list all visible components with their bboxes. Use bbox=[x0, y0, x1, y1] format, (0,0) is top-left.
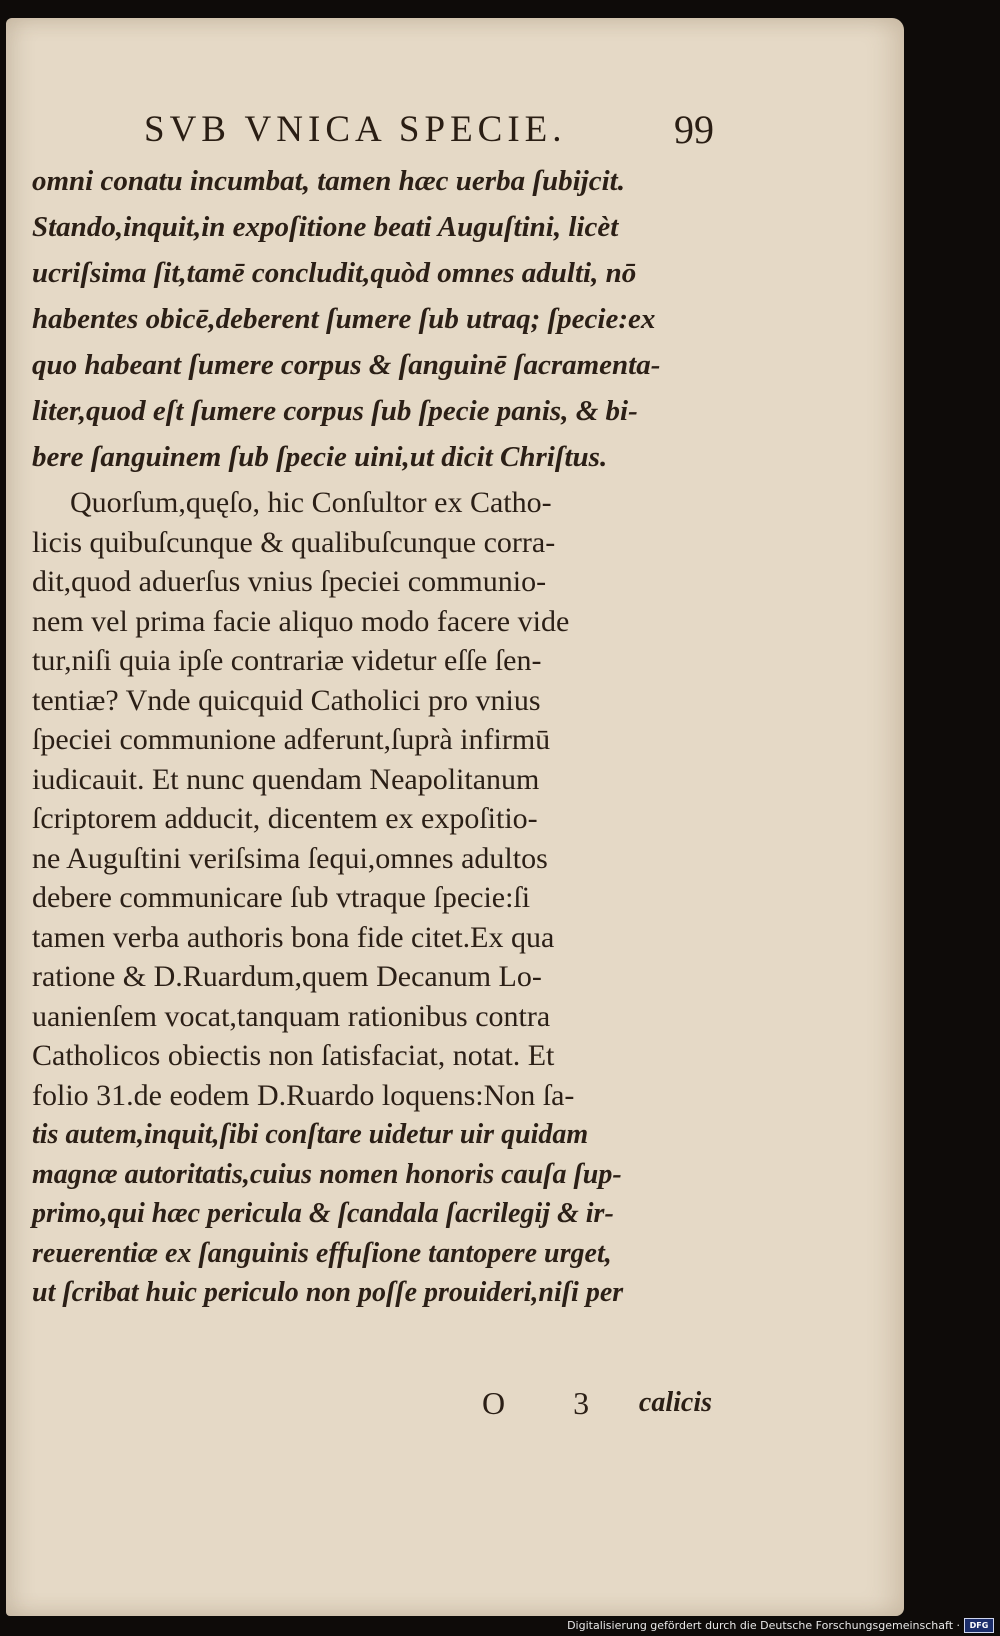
text-line: ne Auguſtini veriſsima ſequi,omnes adultos bbox=[32, 841, 548, 875]
page-number: 99 bbox=[674, 107, 714, 152]
text-line: Stando,inquit,in expoſitione beati Auguſtini, licèt bbox=[32, 211, 619, 243]
text-line: ucriſsima ſit,tamē concludit,quòd omnes adulti, nō bbox=[32, 257, 637, 289]
text-line: ratione & D.Ruardum,quem Decanum Lo- bbox=[32, 960, 542, 993]
running-head bbox=[144, 100, 714, 160]
text-line: primo,qui hæc pericula & ſcandala ſacrilegij & ir- bbox=[32, 1198, 614, 1229]
signature-line bbox=[32, 1380, 712, 1426]
text-line: tur,niſi quia ipſe contrariæ videtur eſſe ſen- bbox=[32, 644, 542, 677]
text-line: ſpeciei communione adferunt,ſuprà infirmū bbox=[32, 723, 551, 756]
text-line: debere communicare ſub vtraque ſpecie:ſi bbox=[32, 881, 531, 914]
text-line: liter,quod eſt ſumere corpus ſub ſpecie panis, & bi- bbox=[32, 395, 638, 427]
text-line: quo habeant ſumere corpus & ſanguinē ſacramenta- bbox=[32, 349, 661, 381]
text-line: reuerentiæ ex ſanguinis effuſione tantopere urget, bbox=[32, 1237, 612, 1269]
book-page bbox=[6, 18, 904, 1616]
text-line: bere ſanguinem ſub ſpecie uini,ut dicit Chriſtus. bbox=[32, 441, 608, 473]
running-title: SVB VNICA SPECIE. bbox=[144, 109, 567, 150]
text-line: nem vel prima facie aliquo modo facere vide bbox=[32, 604, 570, 638]
text-line: iudicauit. Et nunc quendam Neapolitanum bbox=[32, 762, 540, 796]
text-line: tamen verba authoris bona fide citet.Ex qua bbox=[32, 920, 555, 954]
text-line: dit,quod aduerſus vnius ſpeciei communio- bbox=[32, 565, 547, 598]
text-line: uanienſem vocat,tanquam rationibus contra bbox=[32, 999, 551, 1033]
text-line: Quorſum,quęſo, hic Conſultor ex Catho- bbox=[70, 486, 552, 519]
text-line: ſcriptorem adducit, dicentem ex expoſitio- bbox=[32, 802, 538, 835]
text-line: magnæ autoritatis,cuius nomen honoris cauſa ſup- bbox=[32, 1158, 622, 1190]
text-line: folio 31.de eodem D.Ruardo loquens:Non ſa- bbox=[32, 1078, 575, 1112]
dfg-logo: DFG bbox=[964, 1618, 994, 1633]
signature-mark: O 3 bbox=[482, 1385, 620, 1421]
text-line: omni conatu incumbat, tamen hæc uerba ſubijcit. bbox=[32, 165, 625, 197]
text-line: Catholicos obiectis non ſatisfaciat, notat. Et bbox=[32, 1039, 555, 1072]
text-line: licis quibuſcunque & qualibuſcunque corra- bbox=[32, 525, 556, 559]
text-line: tentiæ? Vnde quicquid Catholici pro vnius bbox=[32, 683, 541, 717]
text-line: ut ſcribat huic periculo non poſſe prouideri,niſi per bbox=[32, 1277, 624, 1308]
text-line: tis autem,inquit,ſibi conſtare uidetur uir quidam bbox=[32, 1119, 589, 1150]
catchword: calicis bbox=[638, 1387, 712, 1418]
italic-passage bbox=[32, 158, 712, 480]
digitization-credit: Digitalisierung gefördert durch die Deutsche Forschungsgemeinschaft · bbox=[567, 1619, 960, 1632]
main-passage bbox=[32, 483, 712, 1313]
text-line: habentes obicē,deberent ſumere ſub utraq; ſpecie:ex bbox=[32, 303, 656, 335]
